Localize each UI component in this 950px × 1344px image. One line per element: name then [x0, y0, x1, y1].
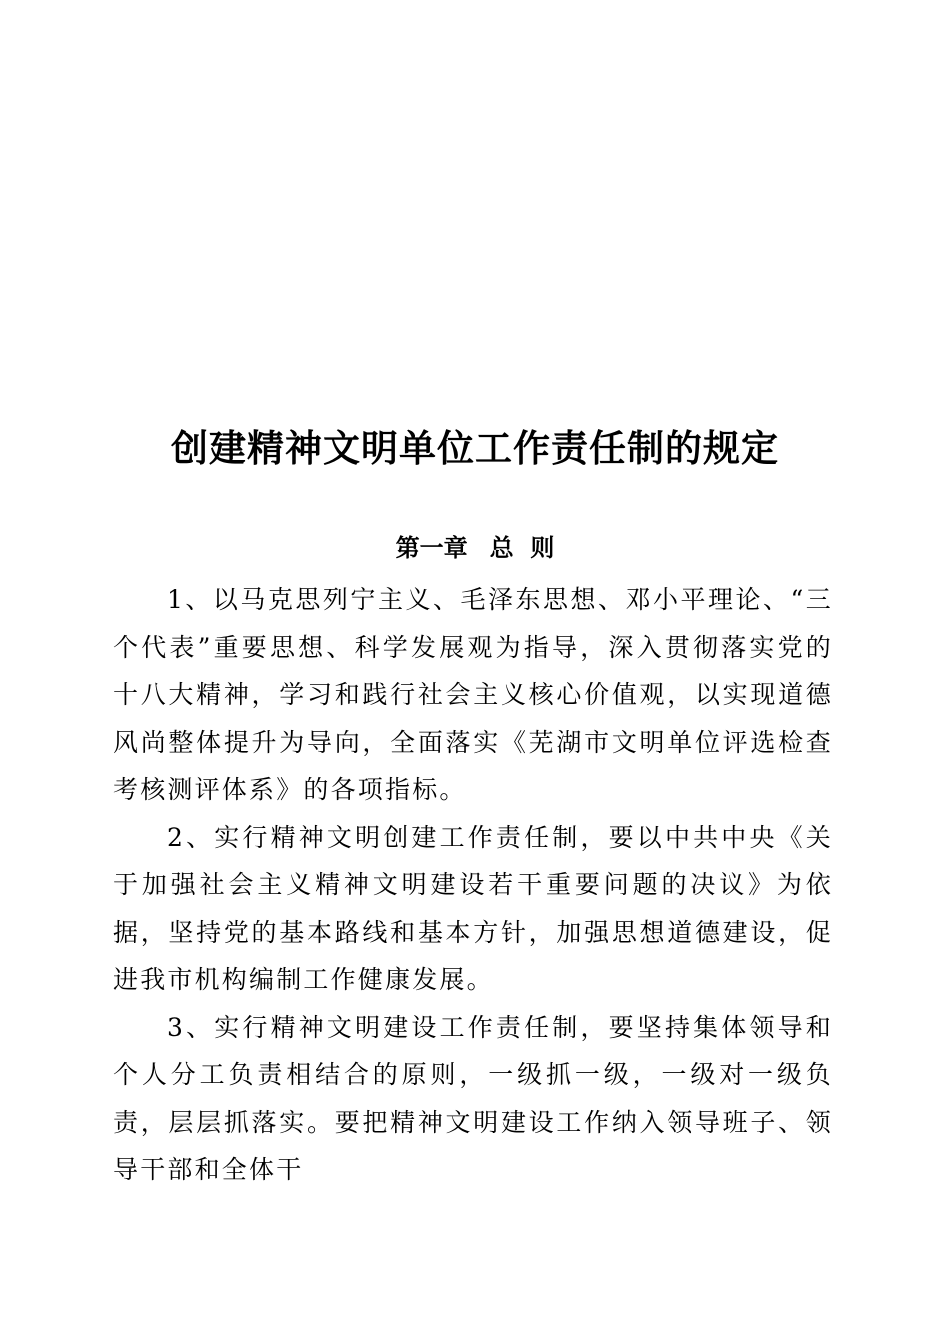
paragraph-1: 1、以马克思列宁主义、毛泽东思想、邓小平理论、“三个代表”重要思想、科学发展观为指导，深入贯彻落实党的十八大精神，学习和践行社会主义核心价值观，以实现道德风尚整体提升为导向，全面落实《芜湖市文明单位评选检查考核测评体系》的各项指标。 [113, 585, 833, 804]
paragraph-3: 3、实行精神文明建设工作责任制，要坚持集体领导和个人分工负责相结合的原则，一级抓一级，一级对一级负责，层层抓落实。要把精神文明建设工作纳入领导班子、领导干部和全体干 [113, 1012, 833, 1184]
paragraph-2: 2、实行精神文明创建工作责任制，要以中共中央《关于加强社会主义精神文明建设若干重要问题的决议》为依据，坚持党的基本路线和基本方针，加强思想道德建设，促进我市机构编制工作健康发展。 [113, 822, 833, 994]
document-body [113, 576, 833, 1194]
chapter-heading [0, 530, 950, 566]
document-title: 创建精神文明单位工作责任制的规定 [171, 426, 779, 470]
chapter-name: 总 则 [489, 534, 555, 562]
chapter-number: 第一章 [395, 534, 468, 562]
